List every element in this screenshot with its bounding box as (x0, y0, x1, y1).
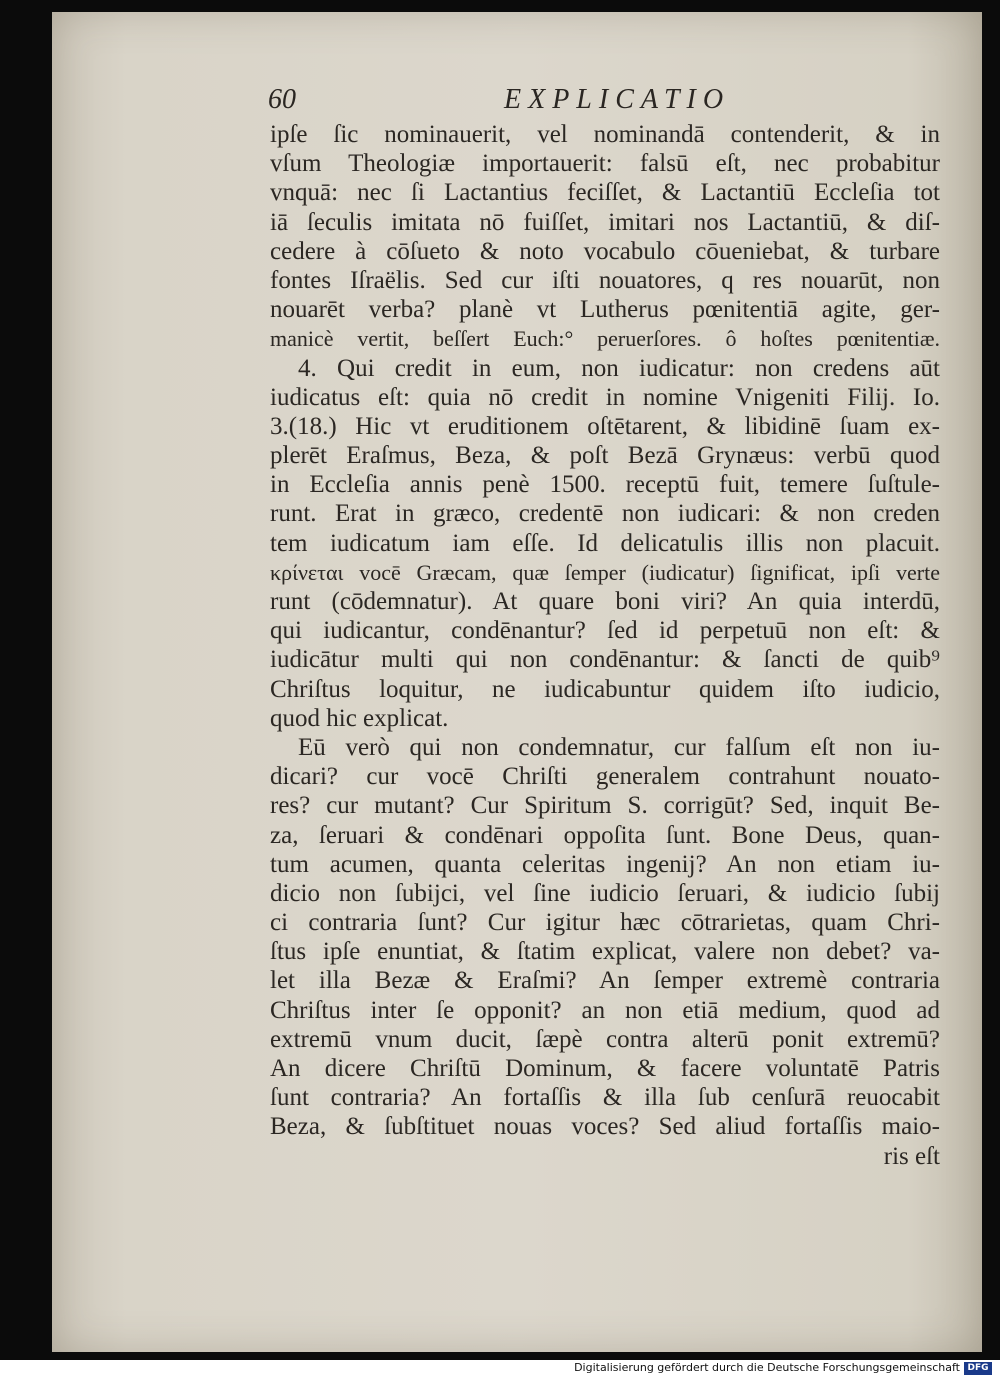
text-line: ci contraria ſunt? Cur igitur hæc cōtrarietas, quam Chri- (270, 909, 940, 937)
text-line: fontes Iſraëlis. Sed cur iſti nouatores, q res nouarūt, non (270, 266, 940, 294)
text-line: ſunt contraria? An fortaſſis & illa ſub cenſurā reuocabit (270, 1084, 940, 1112)
catchword: ris eſt (883, 1142, 940, 1170)
text-line: manicè vertit, beſſert Euch:° peruerſores. ô hoſtes pœnitentiæ. (270, 326, 940, 352)
text-line: Beza, & ſubſtituet nouas voces? Sed aliud fortaſſis maio- (270, 1113, 940, 1141)
footer-bar (0, 1360, 1000, 1378)
text-line: iudicatus eſt: quia nō credit in nomine Vnigeniti Filij. Io. (270, 383, 940, 411)
text-line: extremū vnum ducit, ſæpè contra alterū ponit extremū? (270, 1025, 940, 1053)
text-line: runt (cōdemnatur). At quare boni viri? An quia interdū, (270, 588, 940, 615)
text-line: res? cur mutant? Cur Spiritum S. corrigūt? Sed, inquit Be- (270, 792, 940, 820)
text-line: dicio non ſubijci, vel ſine iudicio ſeruari, & iudicio ſubij (270, 879, 940, 907)
page-number: 60 (268, 84, 296, 115)
text-line: Eū verò qui non condemnatur, cur falſum eſt non iu- (298, 733, 940, 761)
text-line: ipſe ſic nominauerit, vel nominandā contenderit, & in (270, 121, 940, 148)
funding-credit: Digitalisierung gefördert durch die Deutsche Forschungsgemeinschaft (574, 1361, 960, 1374)
text-line: tem iudicatum iam eſſe. Id delicatulis illis non placuit. (270, 529, 940, 557)
text-line: 4. Qui credit in eum, non iudicatur: non credens aūt (298, 354, 940, 382)
text-line: nouarēt verba? planè vt Lutherus pœnitentiā agite, ger- (270, 296, 940, 324)
text-line: tum acumen, quanta celeritas ingenij? An non etiam iu- (270, 850, 940, 878)
body-text (270, 120, 940, 1171)
running-title: EXPLICATIO (504, 84, 731, 115)
text-line: za, ſeruari & condēnari oppoſita ſunt. Bone Deus, quan- (270, 821, 940, 849)
dfg-logo: DFG (964, 1362, 992, 1375)
text-line: iudicātur multi qui non condēnantur: & ſancti de quib⁹ (270, 646, 940, 674)
text-line: An dicere Chriſtū Dominum, & facere voluntatē Patris (270, 1055, 940, 1082)
text-line: dicari? cur vocē Chriſti generalem contrahunt nouato- (270, 763, 940, 791)
text-line: ſtus ipſe enuntiat, & ſtatim explicat, valere non debet? va- (270, 938, 940, 966)
text-line: iā ſeculis imitata nō fuiſſet, imitari nos Lactantiū, & diſ- (270, 208, 940, 236)
text-line: qui iudicantur, condēnantur? ſed id perpetuū non eſt: & (270, 617, 940, 645)
text-line: vnquā: nec ſi Lactantius feciſſet, & Lactantiū Eccleſia tot (270, 179, 940, 207)
text-line: runt. Erat in græco, credentē non iudicari: & non creden (270, 500, 940, 528)
text-line: vſum Theologiæ importauerit: falsū eſt, nec probabitur (270, 150, 940, 178)
text-line: cedere à cōſueto & noto vocabulo cōueniebat, & turbare (270, 237, 940, 265)
text-line: plerēt Eraſmus, Beza, & poſt Bezā Grynæus: verbū quod (270, 442, 940, 470)
text-line: Chriſtus inter ſe opponit? an non etiā medium, quod ad (270, 996, 940, 1024)
text-line: Chriſtus loquitur, ne iudicabuntur quidem iſto iudicio, (270, 675, 940, 703)
text-line: 3.(18.) Hic vt eruditionem oſtētarent, & libidinē ſuam ex- (270, 412, 940, 440)
text-line: κρίνεται vocē Græcam, quæ ſemper (iudicatur) ſignificat, ipſi verte (270, 559, 940, 585)
text-line: quod hic explicat. (270, 704, 449, 732)
text-line: in Eccleſia annis penè 1500. receptū fuit, temere ſuſtule- (270, 471, 940, 499)
text-line: let illa Bezæ & Eraſmi? An ſemper extremè contraria (270, 967, 940, 995)
page-header (268, 84, 748, 120)
